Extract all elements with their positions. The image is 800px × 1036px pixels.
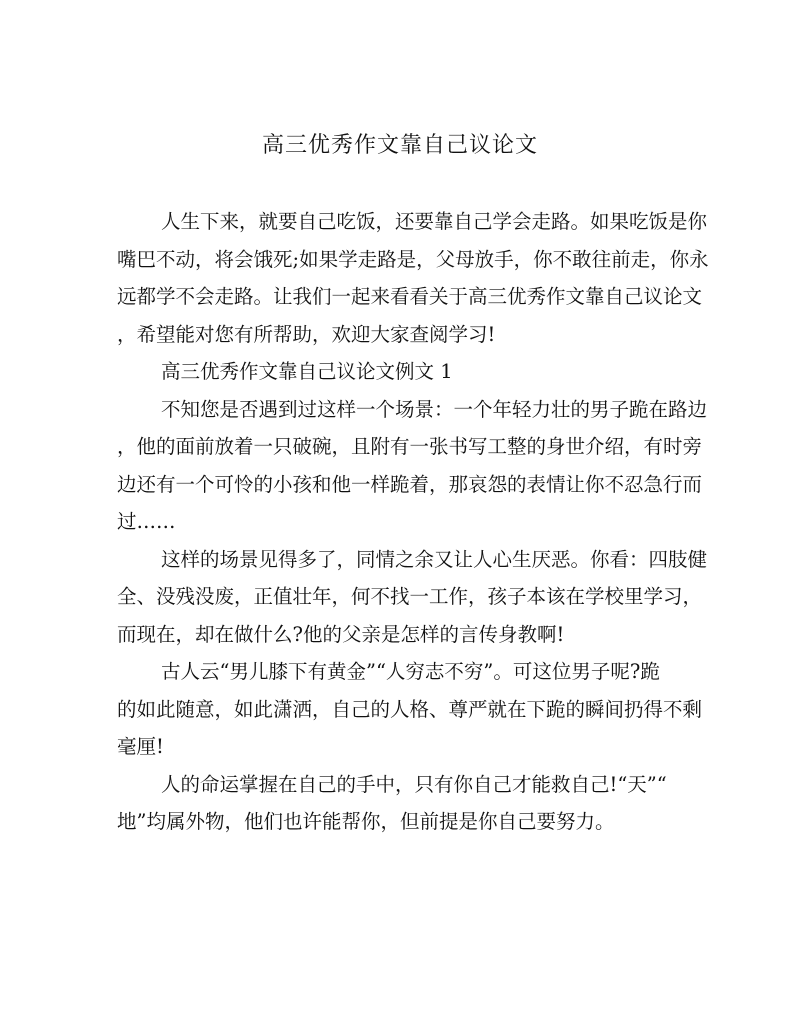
paragraph-6-line-2: 地”均属外物，他们也许能帮你，但前提是你自己要努力。 — [117, 810, 615, 833]
paragraph-5-line-3: 毫厘! — [117, 735, 164, 758]
paragraph-4-line-2: 全、没残没废，正值壮年，何不找一工作，孩子本该在学校里学习， — [117, 585, 703, 608]
paragraph-3-line-4: 过…… — [117, 510, 176, 533]
paragraph-1-line-4: ，希望能对您有所帮助，欢迎大家查阅学习! — [117, 322, 496, 346]
document-title: 高三优秀作文靠自己议论文 — [261, 133, 538, 158]
paragraph-1-line-3: 远都学不会走路。让我们一起来看看关于高三优秀作文靠自己议论文 — [117, 285, 703, 308]
paragraph-5-line-1: 古人云“男儿膝下有黄金”“人穷志不穷”。可这位男子呢?跪 — [161, 660, 660, 683]
paragraph-1-line-2: 嘴巴不动，将会饿死;如果学走路是，父母放手，你不敢往前走，你永 — [117, 247, 709, 271]
paragraph-6-line-1: 人的命运掌握在自己的手中，只有你自己才能救自己!“天”“ — [161, 772, 667, 796]
paragraph-4-line-1: 这样的场景见得多了，同情之余又让人心生厌恶。你看：四肢健 — [161, 547, 708, 571]
paragraph-3-line-3: 边还有一个可怜的小孩和他一样跪着，那哀怨的表情让你不忍急行而 — [117, 472, 703, 496]
paragraph-3-line-1: 不知您是否遇到过这样一个场景：一个年轻力壮的男子跪在路边 — [161, 397, 708, 421]
paragraph-5-line-2: 的如此随意，如此潇洒，自己的人格、尊严就在下跪的瞬间扔得不剩 — [117, 697, 703, 721]
section-heading-example-1: 高三优秀作文靠自己议论文例文 1 — [161, 360, 453, 383]
paragraph-3-line-2: ，他的面前放着一只破碗，且附有一张书写工整的身世介绍，有时旁 — [117, 435, 703, 458]
paragraph-1-line-1: 人生下来，就要自己吃饭，还要靠自己学会走路。如果吃饭是你 — [161, 210, 708, 233]
document-body — [117, 203, 709, 841]
paragraph-4-line-3: 而现在，却在做什么?他的父亲是怎样的言传身教啊! — [117, 622, 565, 646]
